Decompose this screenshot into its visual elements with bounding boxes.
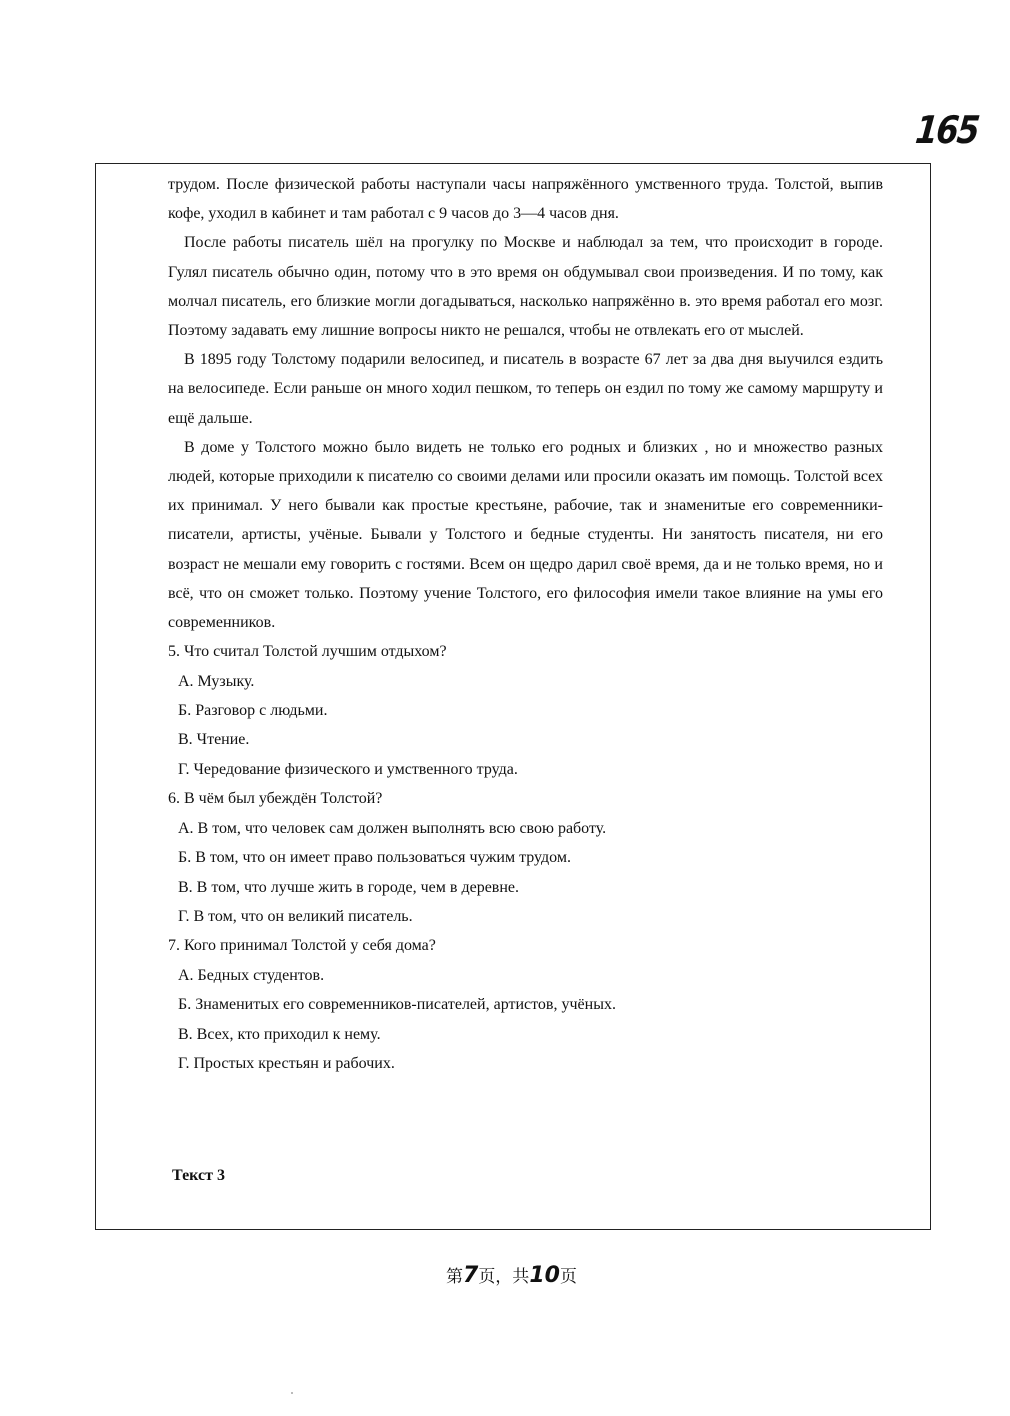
answer-option-b: Б. В том, что он имеет право пользоваться чужим трудом. [178, 849, 571, 867]
answer-option-b: Б. Разговор с людьми. [178, 702, 328, 720]
footer-suffix: 页 [559, 1267, 577, 1287]
answer-option-v: В. Всех, кто приходил к нему. [178, 1025, 381, 1043]
question-text: 7. Кого принимал Толстой у себя дома? [168, 937, 436, 955]
section-title-text-3: Текст 3 [172, 1167, 225, 1184]
answer-option-a: А. В том, что человек сам должен выполнять всю свою работу. [178, 819, 607, 837]
paragraph-1: трудом. После физической работы наступали часы напряжённого умственного труда. Толстой, выпив кофе, уходил в кабинет и там работал с 9 часов до 3—4 часов дня. [168, 176, 883, 223]
footer-middle: 页，共 [478, 1267, 530, 1287]
paragraph-4: В доме у Толстого можно было видеть не только его родных и близких , но и множество разных людей, которые приходили к писателю со своими делами или просили оказать им помощь. Толстой всех их принимал. У него бывали как простые крестьяне, рабочие, так и знаменитые его современники-писатели, артисты, учёные. Бывали у Толстого и бедные студенты. Ни занятость писателя, ни его возраст не мешали ему говорить с гостями. Всем он щедро дарил своё время, да и не только время, но и всё, что он сможет только. Поэтому учение Толстого, его философия имели такое влияние на умы его современников. [168, 438, 883, 632]
paragraph-2: После работы писатель шёл на прогулку по Москве и наблюдал за тем, что происходит в городе. Гулял писатель обычно один, потому что в это время он обдумывал свои произведения. И по тому, как молчал писатель, его близкие могли догадываться, насколько напряжённо в. это время работал его мозг. Поэтому задавать ему лишние вопросы никто не решался, чтобы не отвлекать его от мыслей. [168, 234, 883, 340]
footer-prefix: 第 [446, 1267, 463, 1287]
question-5 [168, 637, 883, 784]
handwritten-page-number: 165 [913, 108, 981, 152]
answer-option-b: Б. Знаменитых его современников-писателей, артистов, учёных. [178, 996, 616, 1014]
scan-speck [291, 1392, 293, 1394]
answer-option-v: В. Чтение. [178, 731, 250, 749]
current-page-number: 7 [463, 1263, 479, 1288]
answer-option-g: Г. В том, что он великий писатель. [178, 907, 413, 925]
question-7 [168, 931, 883, 1078]
document-content [168, 170, 883, 1078]
question-text: 6. В чём был убеждён Толстой? [168, 790, 383, 808]
answer-option-a: А. Музыку. [178, 672, 255, 690]
question-text: 5. Что считал Толстой лучшим отдыхом? [168, 643, 447, 661]
answer-option-g: Г. Простых крестьян и рабочих. [178, 1054, 395, 1072]
question-6 [168, 784, 883, 931]
total-pages-number: 10 [529, 1263, 560, 1288]
paragraph-3: В 1895 году Толстому подарили велосипед, и писатель в возрасте 67 лет за два дня выучился ездить на велосипеде. Если раньше он много ходил пешком, то теперь он ездил по тому же самому маршруту и ещё дальше. [168, 351, 883, 427]
answer-option-a: А. Бедных студентов. [178, 966, 325, 984]
page-footer [446, 1262, 577, 1288]
answer-option-g: Г. Чередование физического и умственного труда. [178, 760, 518, 778]
answer-option-v: В. В том, что лучше жить в городе, чем в деревне. [178, 878, 520, 896]
